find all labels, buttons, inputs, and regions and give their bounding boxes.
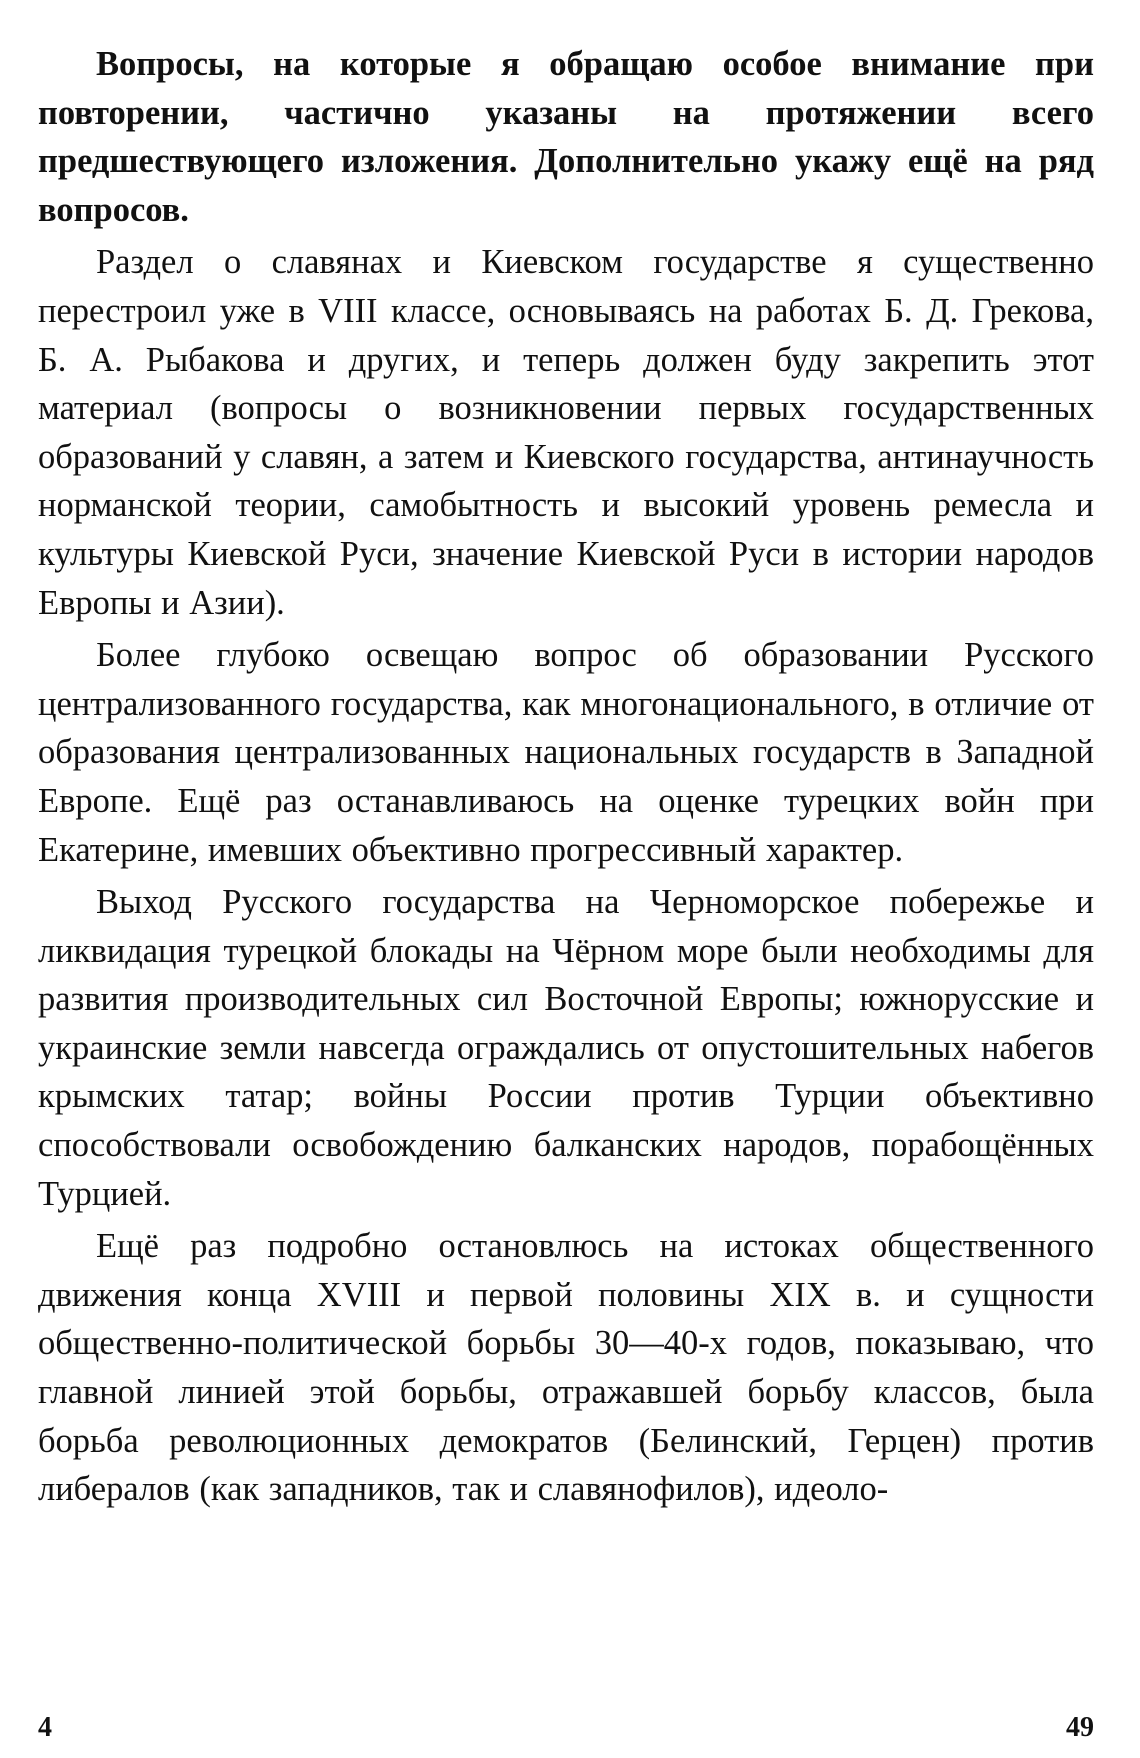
page-footer (38, 1712, 1094, 1746)
paragraph-3: Более глубоко освещаю вопрос об образовании Русского централизованного государства, как многонационального, в отличие от образования централизованных национальных государств в Западной Европе. Ещё раз останавливаюсь на оценке турецких войн при Екатерине, имевших объективно прогрессивный характер. (38, 636, 1094, 869)
paragraph-4: Выход Русского государства на Черноморское побережье и ликвидация турецкой блокады на Чёрном море были необходимы для развития производительных сил Восточной Европы; южнорусские и украинские земли навсегда ограждались от опустошительных набегов крымских татар; войны России против Турции объективно способствовали освобождению балканских народов, порабощённых Турцией. (38, 883, 1094, 1213)
page-body (38, 40, 1094, 1710)
paragraph-2: Раздел о славянах и Киевском государстве я существенно перестроил уже в VIII классе, основываясь на работах Б. Д. Грекова, Б. А. Рыбакова и других, и теперь должен буду закрепить этот материал (вопросы о возникновении первых государственных образований у славян, а затем и Киевского государства, антинаучность норманской теории, самобытность и высокий уровень ремесла и культуры Киевской Руси, значение Киевской Руси в истории народов Европы и Азии). (38, 243, 1094, 622)
signature-mark: 4 (38, 1712, 52, 1743)
paragraph-5: Ещё раз подробно остановлюсь на истоках общественного движения конца XVIII и первой половины XIX в. и сущности общественно-политической борьбы 30—40-х годов, показываю, что главной линией этой борьбы, отражавшей борьбу классов, была борьба революционных демократов (Белинский, Герцен) против либералов (как западников, так и славянофилов), идеоло- (38, 1227, 1094, 1509)
paragraph-1: Вопросы, на которые я обращаю особое внимание при повторении, частично указаны на протяжении всего предшествующего изложения. Дополнительно укажу ещё на ряд вопросов. (38, 45, 1094, 229)
page-number: 49 (1066, 1712, 1094, 1743)
